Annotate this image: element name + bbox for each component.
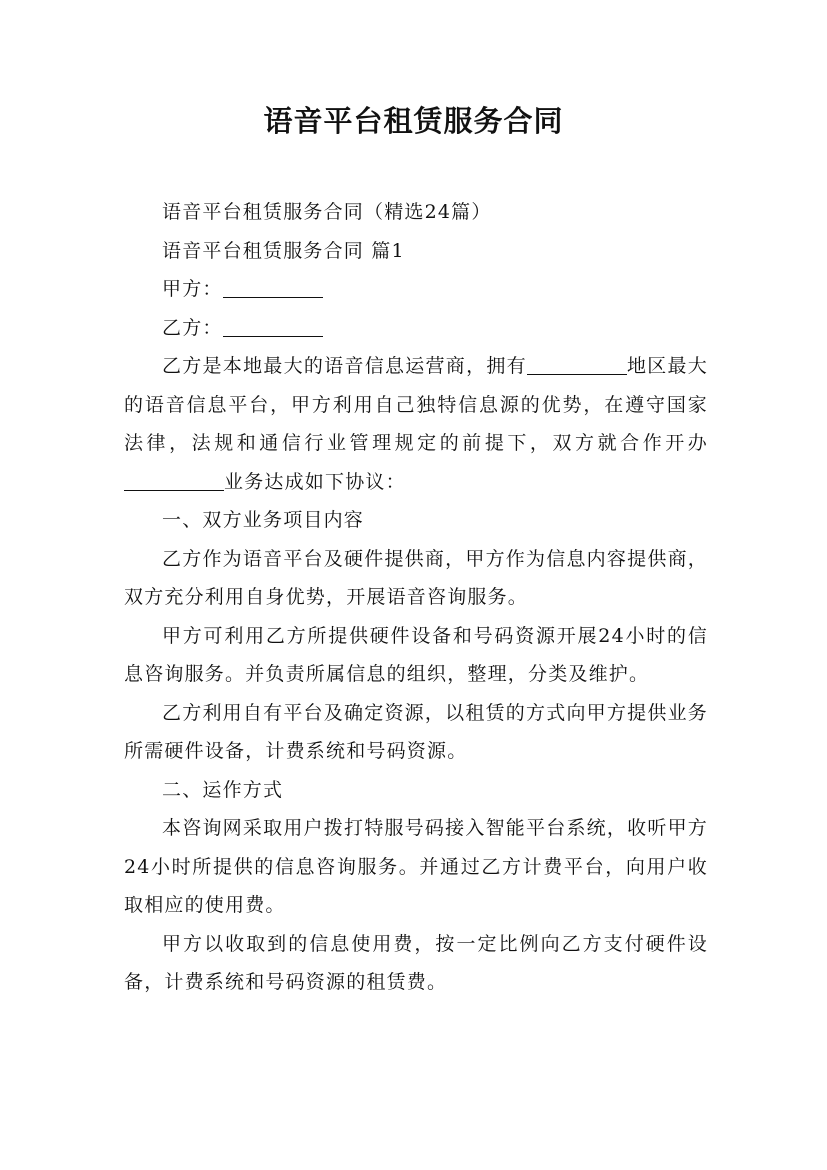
party-a-blank [223,277,323,298]
party-b-blank [223,316,323,337]
region-blank [527,354,627,375]
section-2-paragraph-2: 甲方以收取到的信息使用费，按一定比例向乙方支付硬件设备，计费系统和号码资源的租赁费。 [124,932,708,993]
section-1-paragraph-3: 乙方利用自有平台及确定资源，以租赁的方式向甲方提供业务所需硬件设备，计费系统和号码资源。 [124,701,708,762]
section-1-paragraph-2: 甲方可利用乙方所提供硬件设备和号码资源开展24小时的信息咨询服务。并负责所属信息的组织，整理，分类及维护。 [124,624,708,685]
chapter-heading: 语音平台租赁服务合同 篇1 [162,239,405,262]
section-2-heading: 二、运作方式 [162,778,284,801]
intro-paragraph [124,347,708,501]
intro-text-1: 乙方是本地最大的语音信息运营商，拥有 [162,355,527,377]
intro-text-3: 业务达成如下协议： [224,470,406,493]
party-a-line [124,270,708,309]
intro-text-2: 地区最大的语音信息平台，甲方利用自己独特信息源的优势，在遵守国家法律，法规和通信行业管理规定的前提下，双方就合作开办 [124,355,708,454]
business-blank [124,470,224,491]
party-b-label: 乙方： [162,316,223,339]
party-b-line [124,309,708,348]
section-2-paragraph-1: 本咨询网采取用户拨打特服号码接入智能平台系统，收听甲方24小时所提供的信息咨询服务。并通过乙方计费平台，向用户收取相应的使用费。 [124,817,708,916]
party-a-label: 甲方： [162,278,223,300]
document-title: 语音平台租赁服务合同 [263,104,564,138]
document-body [124,193,708,1002]
section-1-paragraph-1: 乙方作为语音平台及硬件提供商，甲方作为信息内容提供商，双方充分利用自身优势，开展语音咨询服务。 [124,547,708,608]
section-1-heading: 一、双方业务项目内容 [162,509,365,531]
subtitle-line: 语音平台租赁服务合同（精选24篇） [162,201,492,223]
